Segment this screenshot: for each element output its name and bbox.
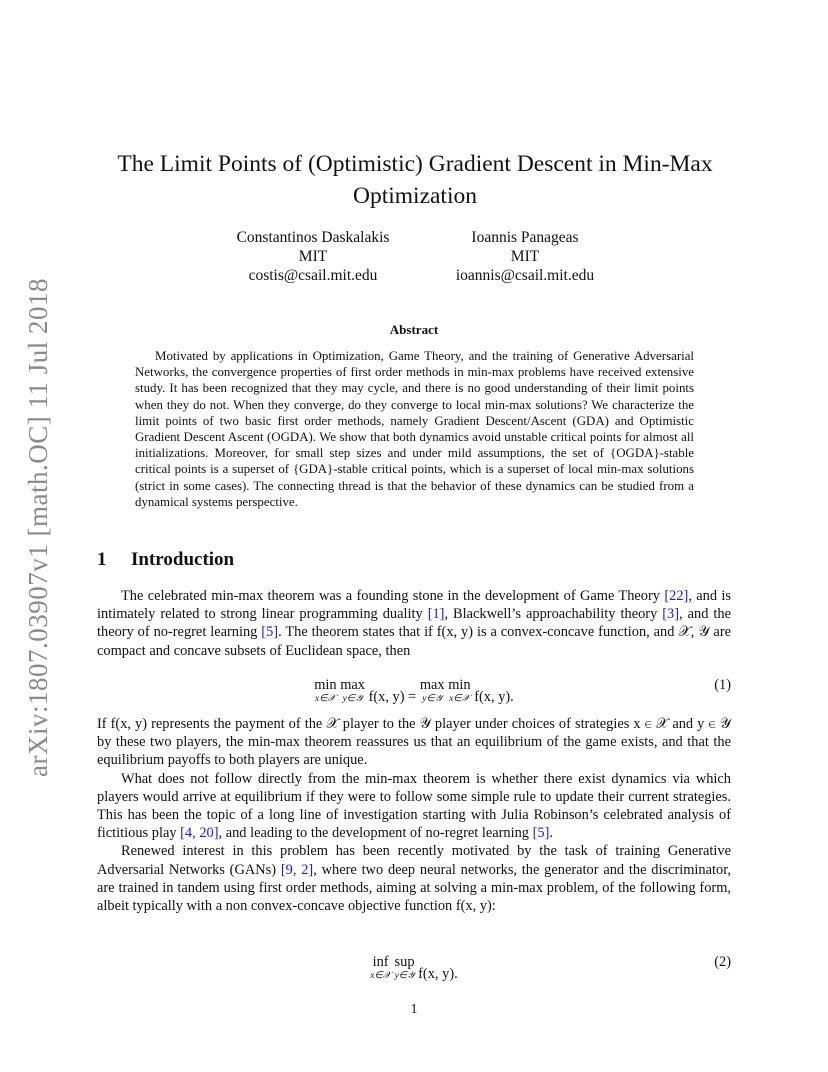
text-span: . bbox=[549, 825, 553, 842]
paragraph-2-group bbox=[97, 715, 731, 915]
min-operator: min x∈𝒳 bbox=[314, 677, 337, 704]
text-span: The celebrated min-max theorem was a founding stone in the development of Game Theory bbox=[121, 588, 665, 604]
paper-title-line-2: Optimization bbox=[352, 183, 477, 209]
text-span: , and the theory of no-regret learning bbox=[97, 606, 731, 641]
author-1 bbox=[200, 228, 426, 285]
citation-link[interactable]: [22] bbox=[664, 588, 689, 604]
paper-title bbox=[100, 148, 730, 212]
inf-operator: inf x∈𝒳 bbox=[370, 954, 391, 981]
equation-1-end: f(x, y). bbox=[470, 689, 514, 705]
text-span: Renewed interest in this problem has been recently motivated by the task of training Generative Adversarial Networks (GANs) bbox=[97, 843, 731, 878]
author-email: ioannis@csail.mit.edu bbox=[455, 267, 595, 284]
paragraph-1 bbox=[97, 587, 731, 660]
citation-link[interactable]: [1] bbox=[427, 606, 445, 623]
abstract bbox=[135, 348, 694, 510]
paragraph-1-text bbox=[97, 587, 731, 660]
sup-operator: sup y∈𝒴 bbox=[394, 954, 415, 981]
equation-1-expression bbox=[97, 677, 731, 706]
paragraph-3 bbox=[97, 770, 731, 843]
section-number: 1 bbox=[97, 549, 107, 570]
text-span: , and leading to the development of no-regret learning bbox=[218, 825, 533, 842]
citation-link[interactable]: [4, 20] bbox=[180, 825, 219, 842]
author-name: Constantinos Daskalakis bbox=[236, 229, 390, 246]
abstract-text: Motivated by applications in Optimization, Game Theory, and the training of Generative Adversarial Networks, the convergence properties of first order methods in min-max problems have received extensive study. It has been recognized that they may cycle, and there is no good understanding of their limit points when they do not. When they converge, do they converge to local min-max solutions? We characterize the limit points of two basic first order methods, namely Gradient Descent/Ascent (GDA) and Optimistic Gradient Descent Ascent (OGDA). We show that both dynamics avoid unstable critical points for almost all initializations. Moreover, for small step sizes and under mild assumptions, the set of {OGDA}-stable critical points is a superset of {GDA}-stable critical points, which is a superset of local min-max solutions (strict in some cases). The connecting thread is that the behavior of these dynamics can be studied from a dynamical systems perspective. bbox=[135, 349, 694, 509]
equation-number: (2) bbox=[714, 954, 731, 970]
paragraph-4 bbox=[97, 842, 731, 915]
citation-link[interactable]: [9, 2] bbox=[280, 861, 314, 878]
arxiv-identifier bbox=[18, 278, 58, 776]
abstract-heading: Abstract bbox=[389, 322, 439, 337]
text-span: , where two deep neural networks, the generator and the discriminator, are trained in tandem using first order methods, aiming at solving a min-max problem, of the following form, albeit typically with a non convex-concave objective function f(x, y): bbox=[97, 861, 732, 915]
equation-2-expression bbox=[97, 954, 731, 983]
text-span: , Blackwell’s approachability theory bbox=[444, 606, 663, 623]
equation-1-middle: f(x, y) = bbox=[364, 689, 420, 705]
author-affiliation: MIT bbox=[510, 248, 540, 265]
min-operator: min x∈𝒳 bbox=[448, 677, 471, 704]
text-span: What does not follow directly from the min-max theorem is whether there exist dynamics via which players would arrive at equilibrium if they were to follow some simple rule to update their current strategies. This has been the topic of a long line of investigation starting with Julia Robinson’s celebrated analysis of fictitious play bbox=[97, 770, 731, 842]
citation-link[interactable]: [5] bbox=[532, 825, 550, 842]
equation-number: (1) bbox=[714, 677, 731, 693]
paragraph-2: If f(x, y) represents the payment of the 𝒳 player to the 𝒴 player under choices of strategies x ∈ 𝒳 and y ∈ 𝒴 by these two players, the min-max theorem reassures us that an equilibrium of the game exists, and that the equilibrium payoffs to both players are unique. bbox=[97, 716, 731, 769]
citation-link[interactable]: [3] bbox=[662, 606, 680, 623]
paper-title-line-1: The Limit Points of (Optimistic) Gradient Descent in Min-Max bbox=[117, 151, 713, 177]
author-name: Ioannis Panageas bbox=[471, 229, 579, 246]
author-email: costis@csail.mit.edu bbox=[248, 267, 378, 284]
section-title: Introduction bbox=[131, 549, 235, 570]
arxiv-identifier-text: arXiv:1807.03907v1 [math.OC] 11 Jul 2018 bbox=[22, 277, 53, 777]
max-operator: max y∈𝒴 bbox=[340, 677, 365, 704]
author-affiliation: MIT bbox=[298, 248, 328, 265]
author-2 bbox=[410, 228, 640, 285]
section-heading bbox=[97, 549, 234, 571]
equation-2-end: f(x, y). bbox=[414, 966, 458, 982]
max-operator: max y∈𝒴 bbox=[419, 677, 445, 704]
text-span: . The theorem states that if f(x, y) is a convex-concave function, and 𝒳, 𝒴 are compact and concave subsets of Euclidean space, then bbox=[97, 624, 731, 659]
citation-link[interactable]: [5] bbox=[261, 624, 279, 641]
text-span: , and is intimately related to strong linear programming duality bbox=[97, 588, 732, 623]
page-number: 1 bbox=[410, 1002, 418, 1017]
